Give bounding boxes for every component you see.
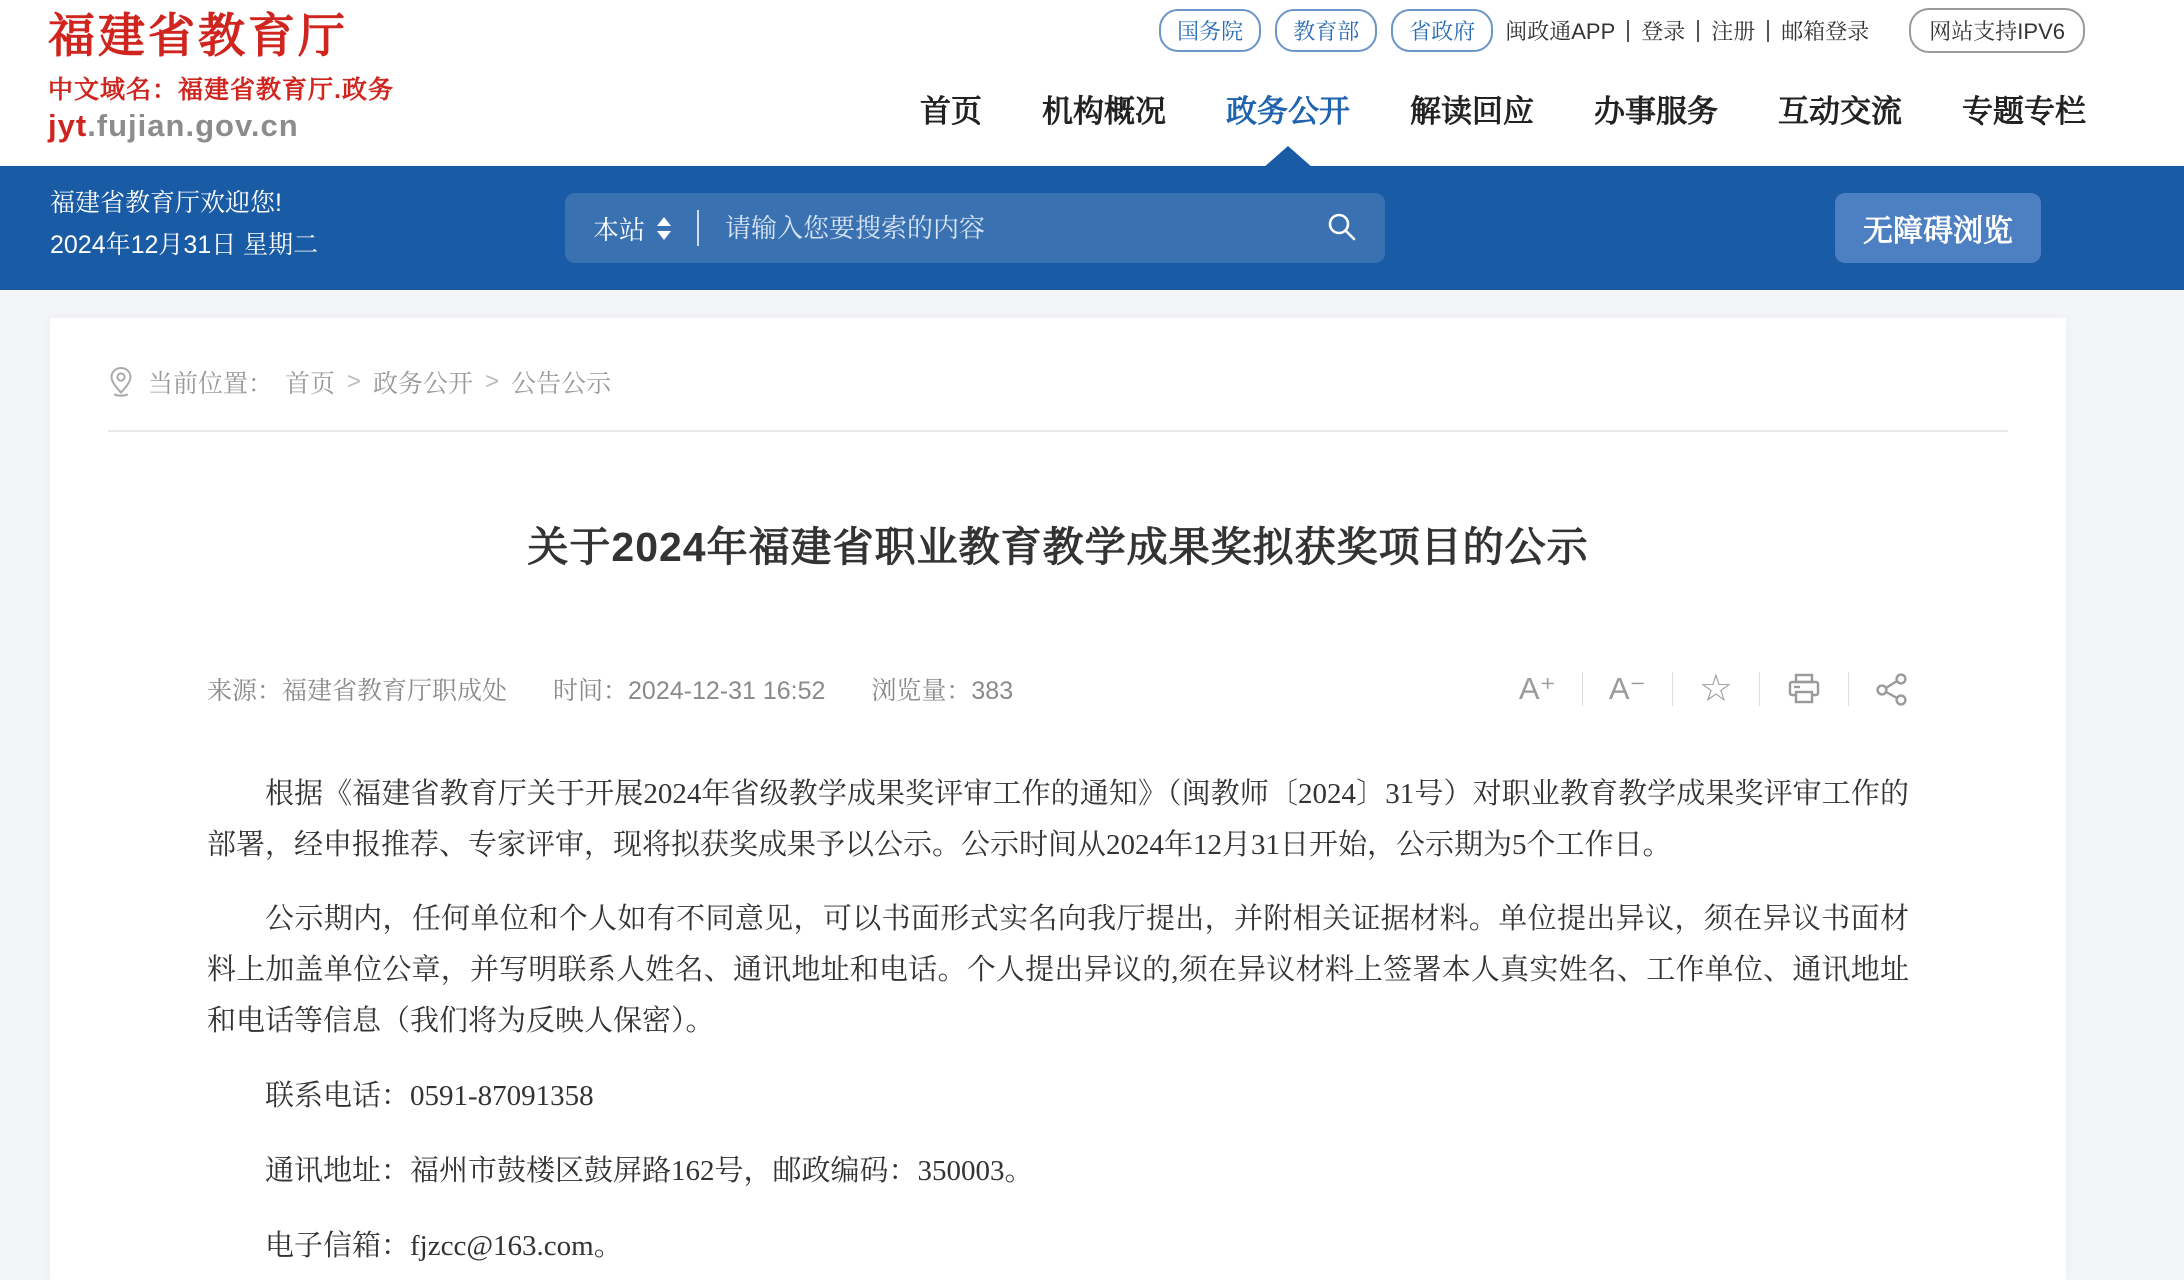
quick-link-provincial-gov[interactable]: 省政府 — [1391, 9, 1493, 52]
font-increase-button[interactable]: A⁺ — [1518, 671, 1556, 706]
chevron-right-icon: > — [347, 368, 362, 395]
sort-arrows-icon — [657, 217, 671, 240]
share-icon — [1875, 672, 1909, 706]
logo-subtitle: 中文域名：福建省教育厅.政务 — [48, 76, 394, 104]
divider — [1672, 672, 1673, 706]
divider — [108, 430, 2008, 432]
paragraph: 根据《福建省教育厅关于开展2024年省级教学成果奖评审工作的通知》（闽教师〔2024〕31号）对职业教育教学成果奖评审工作的部署，经申报推荐、专家评审，现将拟获奖成果予以公示。公示时间从2024年12月31日开始，公示期为5个工作日。 — [207, 778, 1909, 861]
nav-item-interaction[interactable]: 互动交流 — [1778, 94, 1902, 129]
link-register[interactable]: 注册 — [1711, 19, 1756, 44]
welcome-block — [50, 182, 318, 266]
article-body — [207, 769, 1909, 1272]
logo-domain-prefix: jyt — [48, 108, 88, 143]
top-links-bar — [1145, 8, 2085, 53]
breadcrumb-gov-disclosure[interactable]: 政务公开 — [373, 370, 474, 398]
divider — [1697, 20, 1699, 42]
star-icon: ☆ — [1698, 668, 1733, 710]
breadcrumb-label: 当前位置： — [148, 370, 274, 398]
site-logo[interactable] — [48, 10, 394, 144]
article-meta-row — [207, 668, 1909, 710]
link-login[interactable]: 登录 — [1641, 19, 1686, 44]
printer-icon — [1786, 672, 1822, 706]
divider — [1627, 20, 1629, 42]
font-decrease-button[interactable]: A⁻ — [1608, 671, 1646, 706]
article-title: 关于2024年福建省职业教育教学成果奖拟获奖项目的公示 — [527, 524, 1589, 570]
search-scope-label: 本站 — [593, 214, 646, 245]
logo-domain — [48, 108, 394, 144]
logo-domain-rest: .fujian.gov.cn — [87, 108, 299, 143]
meta-time: 时间：2024-12-31 16:52 — [553, 677, 826, 705]
contact-address: 通讯地址：福州市鼓楼区鼓屏路162号，邮政编码：350003。 — [265, 1155, 1034, 1187]
chevron-right-icon: > — [485, 368, 500, 395]
site-header — [0, 0, 2184, 166]
link-mail-login[interactable]: 邮箱登录 — [1781, 19, 1870, 44]
article-card — [50, 318, 2066, 1280]
search-input[interactable] — [725, 213, 1325, 244]
logo-title: 福建省教育厅 — [48, 9, 348, 62]
divider — [697, 210, 699, 246]
content-area — [0, 318, 2184, 1280]
date-text: 2024年12月31日 星期二 — [50, 231, 319, 259]
accessibility-button[interactable]: 无障碍浏览 — [1835, 193, 2041, 263]
breadcrumb — [50, 318, 2066, 430]
article — [207, 514, 1909, 1272]
share-button[interactable] — [1875, 672, 1909, 706]
favorite-button[interactable] — [1698, 668, 1733, 710]
nav-item-organization[interactable]: 机构概况 — [1042, 94, 1166, 129]
search-button[interactable] — [1325, 210, 1359, 247]
nav-item-special-topics[interactable]: 专题专栏 — [1962, 94, 2086, 129]
meta-source: 来源：福建省教育厅职成处 — [207, 677, 508, 705]
blue-banner — [0, 166, 2184, 290]
main-nav — [920, 86, 2086, 131]
nav-item-gov-disclosure[interactable]: 政务公开 — [1226, 86, 1350, 131]
search-scope-select[interactable] — [593, 210, 671, 247]
quick-link-state-council[interactable]: 国务院 — [1159, 9, 1261, 52]
search-icon — [1325, 210, 1359, 247]
divider — [1759, 672, 1760, 706]
meta-views: 浏览量：383 — [871, 677, 1014, 705]
divider — [1767, 20, 1769, 42]
nav-item-services[interactable]: 办事服务 — [1594, 94, 1718, 129]
breadcrumb-home[interactable]: 首页 — [285, 370, 336, 398]
welcome-text: 福建省教育厅欢迎您! — [50, 189, 282, 217]
ipv6-badge: 网站支持IPV6 — [1909, 8, 2085, 53]
location-pin-icon — [106, 365, 136, 399]
breadcrumb-announcements[interactable]: 公告公示 — [511, 370, 612, 398]
nav-item-interpretation[interactable]: 解读回应 — [1410, 94, 1534, 129]
link-minzhengtong-app[interactable]: 闽政通APP — [1505, 19, 1616, 44]
contact-phone: 联系电话：0591-87091358 — [265, 1080, 594, 1112]
search-box — [565, 193, 1385, 263]
nav-item-home[interactable]: 首页 — [920, 94, 982, 129]
paragraph: 公示期内，任何单位和个人如有不同意见，可以书面形式实名向我厅提出，并附相关证据材料。单位提出异议，须在异议书面材料上加盖单位公章，并写明联系人姓名、通讯地址和电话。个人提出异议的,须在异议材料上签署本人真实姓名、工作单位、通讯地址和电话等信息（我们将为反映人保密）。 — [207, 903, 1909, 1037]
quick-link-moe[interactable]: 教育部 — [1275, 9, 1377, 52]
divider — [1848, 672, 1849, 706]
article-toolbar — [1518, 668, 1909, 710]
print-button[interactable] — [1786, 672, 1822, 706]
divider — [1582, 672, 1583, 706]
contact-email: 电子信箱：fjzcc@163.com。 — [265, 1230, 623, 1262]
